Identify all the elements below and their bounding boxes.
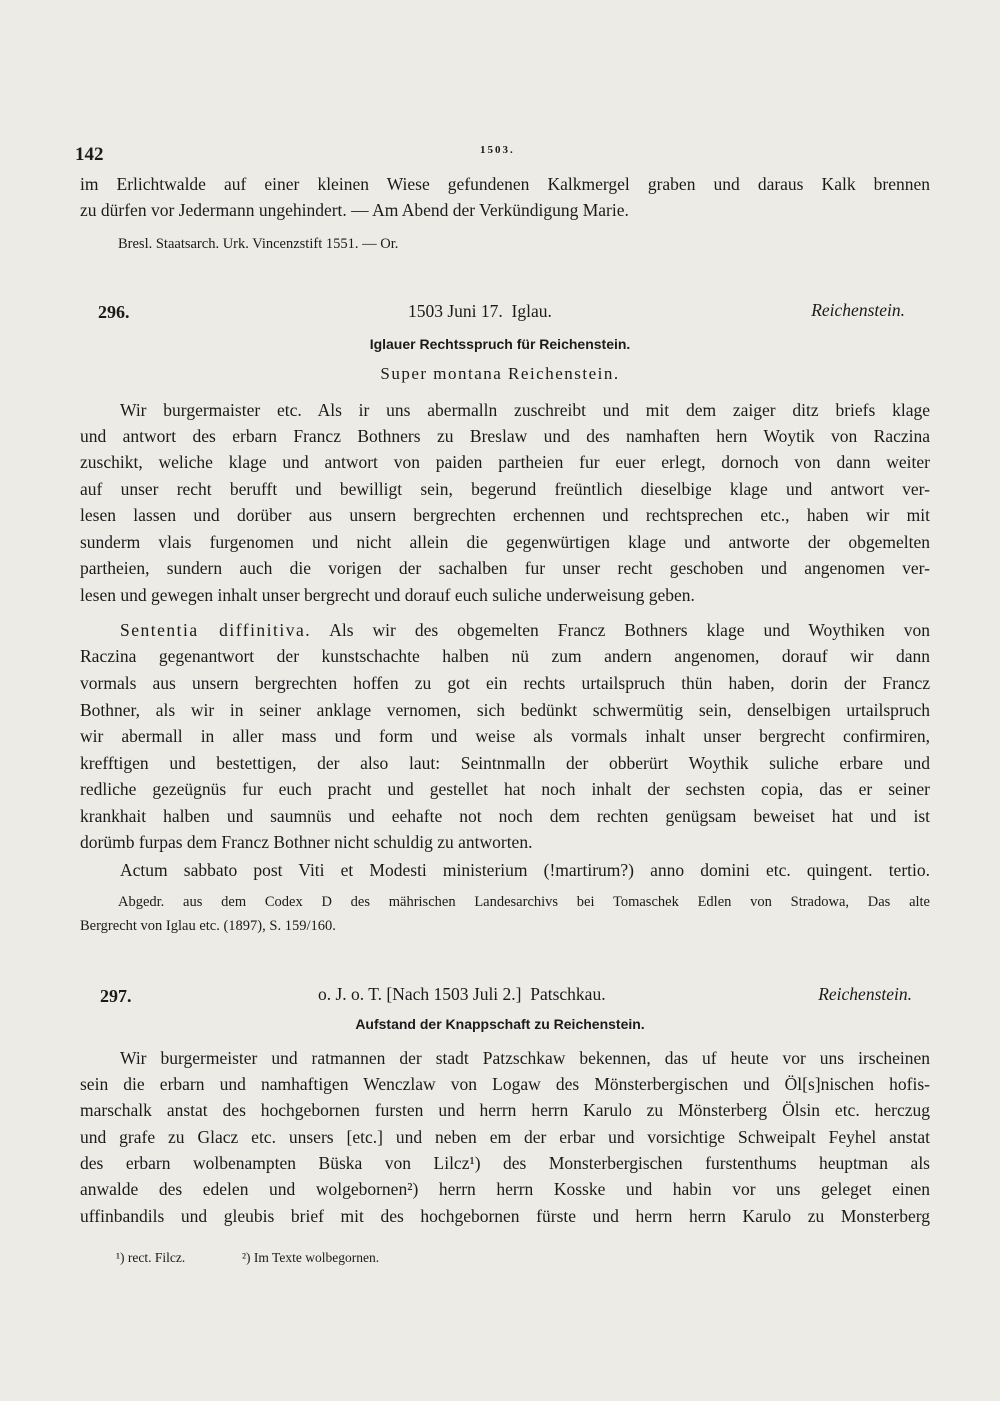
doc296-p1-line-1: Wir burgermaister etc. Als ir uns abermalln zuschreibt und mit dem zaiger ditz briefs klage xyxy=(120,400,930,420)
doc296-number: 296. xyxy=(98,302,130,322)
doc296-recipient: Reichenstein. xyxy=(811,300,905,320)
doc296-subtitle: Super montana Reichenstein. xyxy=(380,364,620,383)
doc296-actum: Actum sabbato post Viti et Modesti ministerium (!martirum?) anno domini etc. quingent. tertio. xyxy=(120,860,930,880)
doc296-p1-line-2: und antwort des erbarn Francz Bothners zu Breslaw und des namhaften hern Woytik von Raczina xyxy=(80,426,930,446)
doc296-p2-line-5: wir abermall in aller mass und form und weise als vormals inhalt unser bergrecht confirmiren, xyxy=(80,726,930,746)
doc296-p2-line-4: Bothner, als wir in seiner anklage vernomen, sich bedünkt schwermütig sein, denselbigen urtailspruch xyxy=(80,700,930,720)
doc297-date-place: o. J. o. T. [Nach 1503 Juli 2.] Patschkau. xyxy=(318,984,606,1004)
doc296-source-line-1: Abgedr. aus dem Codex D des mährischen Landesarchivs bei Tomaschek Edlen von Stradowa, Das alte xyxy=(118,894,930,910)
doc296-p1-line-8: lesen und gewegen inhalt unser bergrecht und dorauf euch suliche underweisung geben. xyxy=(80,585,695,605)
doc296-title: Iglauer Rechtsspruch für Reichenstein. xyxy=(369,336,631,352)
doc297-p1-line-2: sein die erbarn und namhaftigen Wenczlaw von Logaw des Mönsterbergischen und Öl[s]nischen hofis- xyxy=(80,1074,930,1094)
top-text-line-2: zu dürfen vor Jedermann ungehindert. — Am Abend der Verkündigung Marie. xyxy=(80,200,629,220)
page-number: 142 xyxy=(75,144,104,165)
doc297-title: Aufstand der Knappschaft zu Reichenstein. xyxy=(355,1016,645,1032)
doc296-p2-line-7: redliche gezeügnüs fur euch pracht und gestellet hat noch inhalt der sechsten copia, das er seiner xyxy=(80,779,930,799)
sententia-rest: Als wir des obgemelten Francz Bothners klage und Woythiken von xyxy=(329,620,930,640)
doc297-number: 297. xyxy=(100,986,132,1006)
doc296-p1-line-6: sunderm vlais furgenomen und nicht allein die gegenwürtigen klage und antworte der obgemelten xyxy=(80,532,930,552)
doc297-p1-line-7: uffinbandils und gleubis brief mit des hochgebornen fürste und herrn herrn Karulo zu Monsterberg xyxy=(80,1206,930,1226)
doc296-p2-line-9: dorümb furpas dem Francz Bothner nicht schuldig zu antworten. xyxy=(80,832,533,852)
doc296-p2-line-3: vormals aus unsern bergrechten hoffen zu got ein rechts urtailspruch thün haben, dorin der Francz xyxy=(80,673,930,693)
sententia-lead: Sententia diffinitiva. xyxy=(120,620,312,640)
doc296-p1-line-7: partheien, sundern auch die vorigen der sachalben fur unser recht geschoben und angenomen ver- xyxy=(80,558,930,578)
doc296-date-place: 1503 Juni 17. Iglau. xyxy=(408,301,552,321)
doc297-p1-line-1: Wir burgermeister und ratmannen der stadt Patzschkaw bekennen, das uf heute vor uns irscheinen xyxy=(120,1048,930,1068)
doc297-recipient: Reichenstein. xyxy=(818,984,912,1004)
doc296-p1-line-5: lesen lassen und dorüber aus unsern bergrechten erchennen und rechtsprechen etc., haben wir mit xyxy=(80,505,930,525)
doc296-p2-line-1 xyxy=(120,618,930,642)
doc296-source-line-2: Bergrecht von Iglau etc. (1897), S. 159/160. xyxy=(80,918,336,934)
doc297-p1-line-3: marschalk anstat des hochgebornen fursten und herrn herrn Karulo zu Mönsterberg Ölsin etc. herczug xyxy=(80,1100,930,1120)
doc297-p1-line-5: des erbarn wolbenampten Büska von Lilcz¹) des Monsterbergischen furstenthums heuptman als xyxy=(80,1153,930,1173)
top-source-note: Bresl. Staatsarch. Urk. Vincenzstift 1551. — Or. xyxy=(118,236,399,252)
footnote-1: ¹) rect. Filcz. xyxy=(116,1250,186,1265)
doc297-p1-line-4: und grafe zu Glacz etc. unsers [etc.] und neben em der erbar und vorsichtige Schweipalt Feyhel anstat xyxy=(80,1127,930,1147)
doc296-p2-line-8: krankhait halben und saumnüs und eehafte not noch dem rechten genügsam beweiset hat und ist xyxy=(80,806,930,826)
doc296-p2-line-6: krefftigen und bestettigen, der also laut: Seintnmalln der obberürt Woythik suliche erbare und xyxy=(80,753,930,773)
doc297-p1-line-6: anwalde des edelen und wolgebornen²) herrn herrn Kosske und habin vor uns geleget einen xyxy=(80,1179,930,1199)
top-text-line-1: im Erlichtwalde auf einer kleinen Wiese gefundenen Kalkmergel graben und daraus Kalk brennen xyxy=(80,174,930,194)
running-head-year: 1503. xyxy=(480,144,515,156)
doc296-p1-line-4: auf unser recht berufft und bewilligt sein, begerund freüntlich dieselbige klage und antwort ver- xyxy=(80,479,930,499)
doc296-p2-line-2: Raczina gegenantwort der kunstschachte halben nü zum andern angenomen, dorauf wir dann xyxy=(80,646,930,666)
footnote-2: ²) Im Texte wolbegornen. xyxy=(242,1250,380,1265)
doc296-p1-line-3: zuschikt, weliche klage und antwort von paiden partheien fur euer erlegt, dornoch von dann weiter xyxy=(80,452,930,472)
